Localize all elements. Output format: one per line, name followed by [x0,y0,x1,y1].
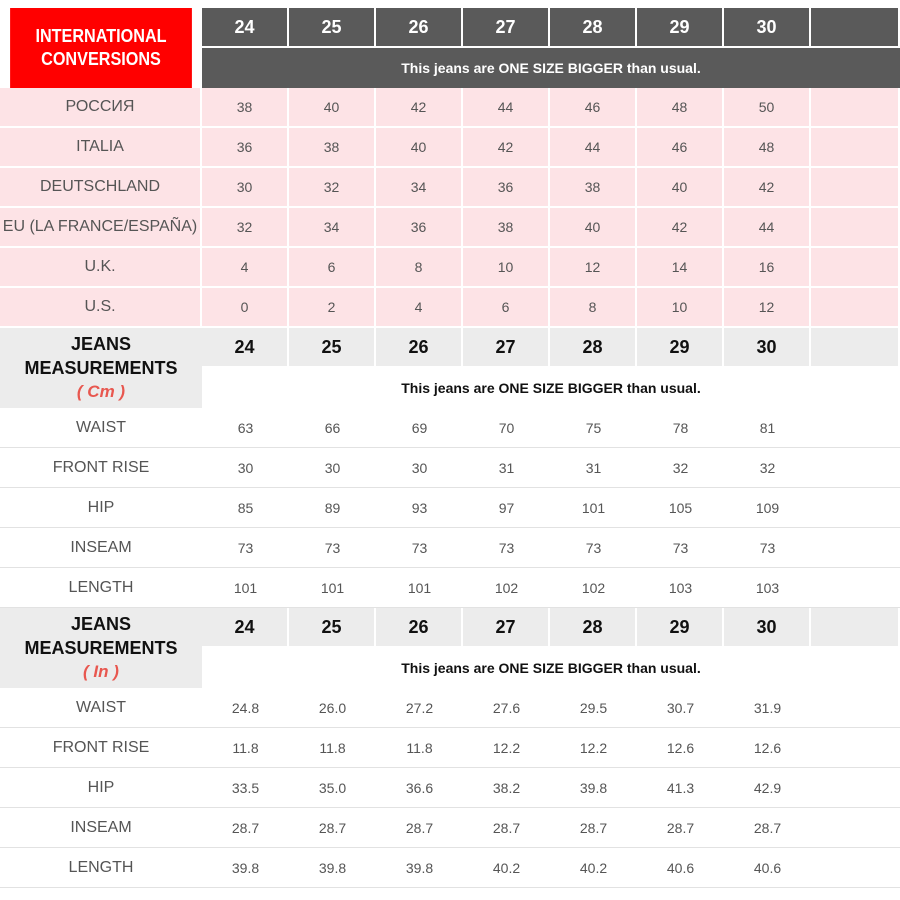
size-header-cell: 27 [463,328,550,368]
table-cell: 29.5 [550,688,637,728]
table-cell: 4 [202,248,289,288]
table-cell: 34 [289,208,376,248]
size-note: This jeans are ONE SIZE BIGGER than usual. [202,48,900,88]
table-cell: 31 [463,448,550,488]
size-header-empty-cell [811,328,900,368]
international-title-line1: INTERNATIONAL [35,26,167,46]
table-row [0,88,900,128]
table-cell: 73 [202,528,289,568]
table-cell: 11.8 [289,728,376,768]
table-cell: 28.7 [376,808,463,848]
table-cell: 35.0 [289,768,376,808]
table-cell: 39.8 [376,848,463,888]
row-label: INSEAM [0,808,202,848]
table-cell: 103 [637,568,724,608]
size-header-empty-cell [811,8,900,48]
table-cell: 102 [463,568,550,608]
table-cell: 102 [550,568,637,608]
row-label: HIP [0,768,202,808]
table-cell: 33.5 [202,768,289,808]
table-cell: 32 [637,448,724,488]
table-cell: 73 [637,528,724,568]
table-empty-cell [811,568,900,608]
table-empty-cell [811,688,900,728]
table-cell: 101 [376,568,463,608]
table-cell: 36 [463,168,550,208]
table-row [0,168,900,208]
measurements-cm-title [0,328,202,408]
row-label: EU (LA FRANCE/ESPAÑA) [0,208,202,248]
table-cell: 42 [376,88,463,128]
table-row [0,688,900,728]
table-empty-cell [811,88,900,128]
row-label: LENGTH [0,568,202,608]
table-cell: 103 [724,568,811,608]
table-cell: 39.8 [202,848,289,888]
table-cell: 27.2 [376,688,463,728]
table-empty-cell [811,168,900,208]
table-row [0,488,900,528]
table-cell: 36 [202,128,289,168]
table-cell: 32 [202,208,289,248]
measurements-title-line2: MEASUREMENTS [24,638,178,658]
size-note: This jeans are ONE SIZE BIGGER than usual. [202,368,900,408]
size-header-cell: 26 [376,328,463,368]
table-empty-cell [811,808,900,848]
table-row [0,208,900,248]
row-label: FRONT RISE [0,728,202,768]
table-cell: 28.7 [289,808,376,848]
row-label: ITALIA [0,128,202,168]
size-header-cell: 29 [637,8,724,48]
row-label: FRONT RISE [0,448,202,488]
table-cell: 75 [550,408,637,448]
table-cell: 70 [463,408,550,448]
table-row [0,448,900,488]
table-cell: 0 [202,288,289,328]
table-cell: 101 [550,488,637,528]
table-cell: 48 [724,128,811,168]
table-cell: 73 [376,528,463,568]
table-cell: 26.0 [289,688,376,728]
measurements-title-line1: JEANS [70,614,132,634]
table-cell: 30.7 [637,688,724,728]
row-label: U.S. [0,288,202,328]
table-empty-cell [811,408,900,448]
table-cell: 12 [550,248,637,288]
measurements-title-line2: MEASUREMENTS [24,358,178,378]
table-cell: 93 [376,488,463,528]
table-cell: 32 [724,448,811,488]
table-cell: 14 [637,248,724,288]
table-empty-cell [811,128,900,168]
table-cell: 40 [376,128,463,168]
table-cell: 30 [289,448,376,488]
measurements-cm-size-row [202,328,900,368]
table-cell: 8 [376,248,463,288]
table-cell: 27.6 [463,688,550,728]
table-row [0,568,900,608]
table-empty-cell [811,528,900,568]
table-cell: 39.8 [289,848,376,888]
size-header-cell: 25 [289,8,376,48]
table-cell: 28.7 [463,808,550,848]
measurements-cm-header [0,328,900,408]
size-header-cell: 24 [202,608,289,648]
table-cell: 85 [202,488,289,528]
table-cell: 89 [289,488,376,528]
table-empty-cell [811,248,900,288]
table-cell: 39.8 [550,768,637,808]
international-title [10,8,192,88]
table-cell: 42 [637,208,724,248]
row-label: HIP [0,488,202,528]
measurements-title-line1: JEANS [70,334,132,354]
measurements-in-title [0,608,202,688]
table-cell: 73 [550,528,637,568]
size-header-cell: 27 [463,608,550,648]
table-cell: 6 [289,248,376,288]
table-cell: 8 [550,288,637,328]
table-cell: 73 [724,528,811,568]
table-empty-cell [811,288,900,328]
table-cell: 40.6 [724,848,811,888]
table-cell: 44 [463,88,550,128]
size-header-cell: 24 [202,8,289,48]
international-title-line2: CONVERSIONS [41,49,161,69]
table-empty-cell [811,848,900,888]
table-cell: 101 [289,568,376,608]
table-cell: 42.9 [724,768,811,808]
table-cell: 28.7 [550,808,637,848]
table-cell: 78 [637,408,724,448]
table-row [0,808,900,848]
table-row [0,768,900,808]
table-cell: 6 [463,288,550,328]
unit-label: ( In ) [83,662,119,681]
table-cell: 69 [376,408,463,448]
table-cell: 40 [550,208,637,248]
table-cell: 30 [202,168,289,208]
table-cell: 109 [724,488,811,528]
international-size-row [202,8,900,48]
table-cell: 12.2 [550,728,637,768]
unit-label: ( Cm ) [76,382,126,401]
size-header-cell: 25 [289,328,376,368]
table-cell: 40 [637,168,724,208]
size-header-empty-cell [811,608,900,648]
table-cell: 50 [724,88,811,128]
table-cell: 38 [289,128,376,168]
table-row [0,528,900,568]
table-row [0,408,900,448]
size-header-cell: 29 [637,608,724,648]
table-cell: 10 [637,288,724,328]
table-cell: 24.8 [202,688,289,728]
row-label: INSEAM [0,528,202,568]
table-cell: 41.3 [637,768,724,808]
table-cell: 11.8 [376,728,463,768]
table-cell: 28.7 [637,808,724,848]
size-note: This jeans are ONE SIZE BIGGER than usual. [202,648,900,688]
table-cell: 81 [724,408,811,448]
table-cell: 46 [637,128,724,168]
table-cell: 40.2 [550,848,637,888]
measurements-in-header [0,608,900,688]
table-cell: 28.7 [202,808,289,848]
table-cell: 32 [289,168,376,208]
size-header-cell: 29 [637,328,724,368]
table-cell: 40.2 [463,848,550,888]
table-cell: 40.6 [637,848,724,888]
table-cell: 101 [202,568,289,608]
table-empty-cell [811,208,900,248]
size-header-cell: 27 [463,8,550,48]
row-label: РОССИЯ [0,88,202,128]
table-row [0,848,900,888]
table-cell: 16 [724,248,811,288]
size-header-cell: 30 [724,608,811,648]
table-cell: 38 [550,168,637,208]
table-cell: 12 [724,288,811,328]
table-row [0,728,900,768]
table-cell: 2 [289,288,376,328]
table-cell: 28.7 [724,808,811,848]
table-row [0,128,900,168]
table-cell: 11.8 [202,728,289,768]
table-cell: 30 [202,448,289,488]
measurements-in-size-row [202,608,900,648]
table-cell: 73 [289,528,376,568]
size-header-cell: 24 [202,328,289,368]
table-cell: 63 [202,408,289,448]
row-label: U.K. [0,248,202,288]
size-header-cell: 26 [376,8,463,48]
table-cell: 38.2 [463,768,550,808]
size-header-cell: 28 [550,8,637,48]
table-cell: 36 [376,208,463,248]
table-cell: 66 [289,408,376,448]
table-empty-cell [811,768,900,808]
table-cell: 12.2 [463,728,550,768]
table-empty-cell [811,488,900,528]
table-cell: 12.6 [724,728,811,768]
size-header-cell: 25 [289,608,376,648]
size-header-cell: 28 [550,608,637,648]
table-cell: 42 [724,168,811,208]
table-cell: 12.6 [637,728,724,768]
size-header-cell: 26 [376,608,463,648]
table-cell: 4 [376,288,463,328]
table-cell: 105 [637,488,724,528]
table-cell: 48 [637,88,724,128]
table-cell: 10 [463,248,550,288]
table-cell: 42 [463,128,550,168]
table-cell: 44 [550,128,637,168]
size-header-cell: 28 [550,328,637,368]
international-header [0,8,900,88]
table-empty-cell [811,728,900,768]
table-cell: 97 [463,488,550,528]
table-cell: 36.6 [376,768,463,808]
table-cell: 38 [463,208,550,248]
table-cell: 31 [550,448,637,488]
table-cell: 30 [376,448,463,488]
table-cell: 34 [376,168,463,208]
size-header-cell: 30 [724,328,811,368]
table-cell: 44 [724,208,811,248]
table-empty-cell [811,448,900,488]
table-cell: 38 [202,88,289,128]
row-label: WAIST [0,688,202,728]
table-cell: 40 [289,88,376,128]
row-label: DEUTSCHLAND [0,168,202,208]
row-label: WAIST [0,408,202,448]
table-cell: 46 [550,88,637,128]
table-cell: 73 [463,528,550,568]
row-label: LENGTH [0,848,202,888]
table-row [0,288,900,328]
size-header-cell: 30 [724,8,811,48]
table-row [0,248,900,288]
table-cell: 31.9 [724,688,811,728]
